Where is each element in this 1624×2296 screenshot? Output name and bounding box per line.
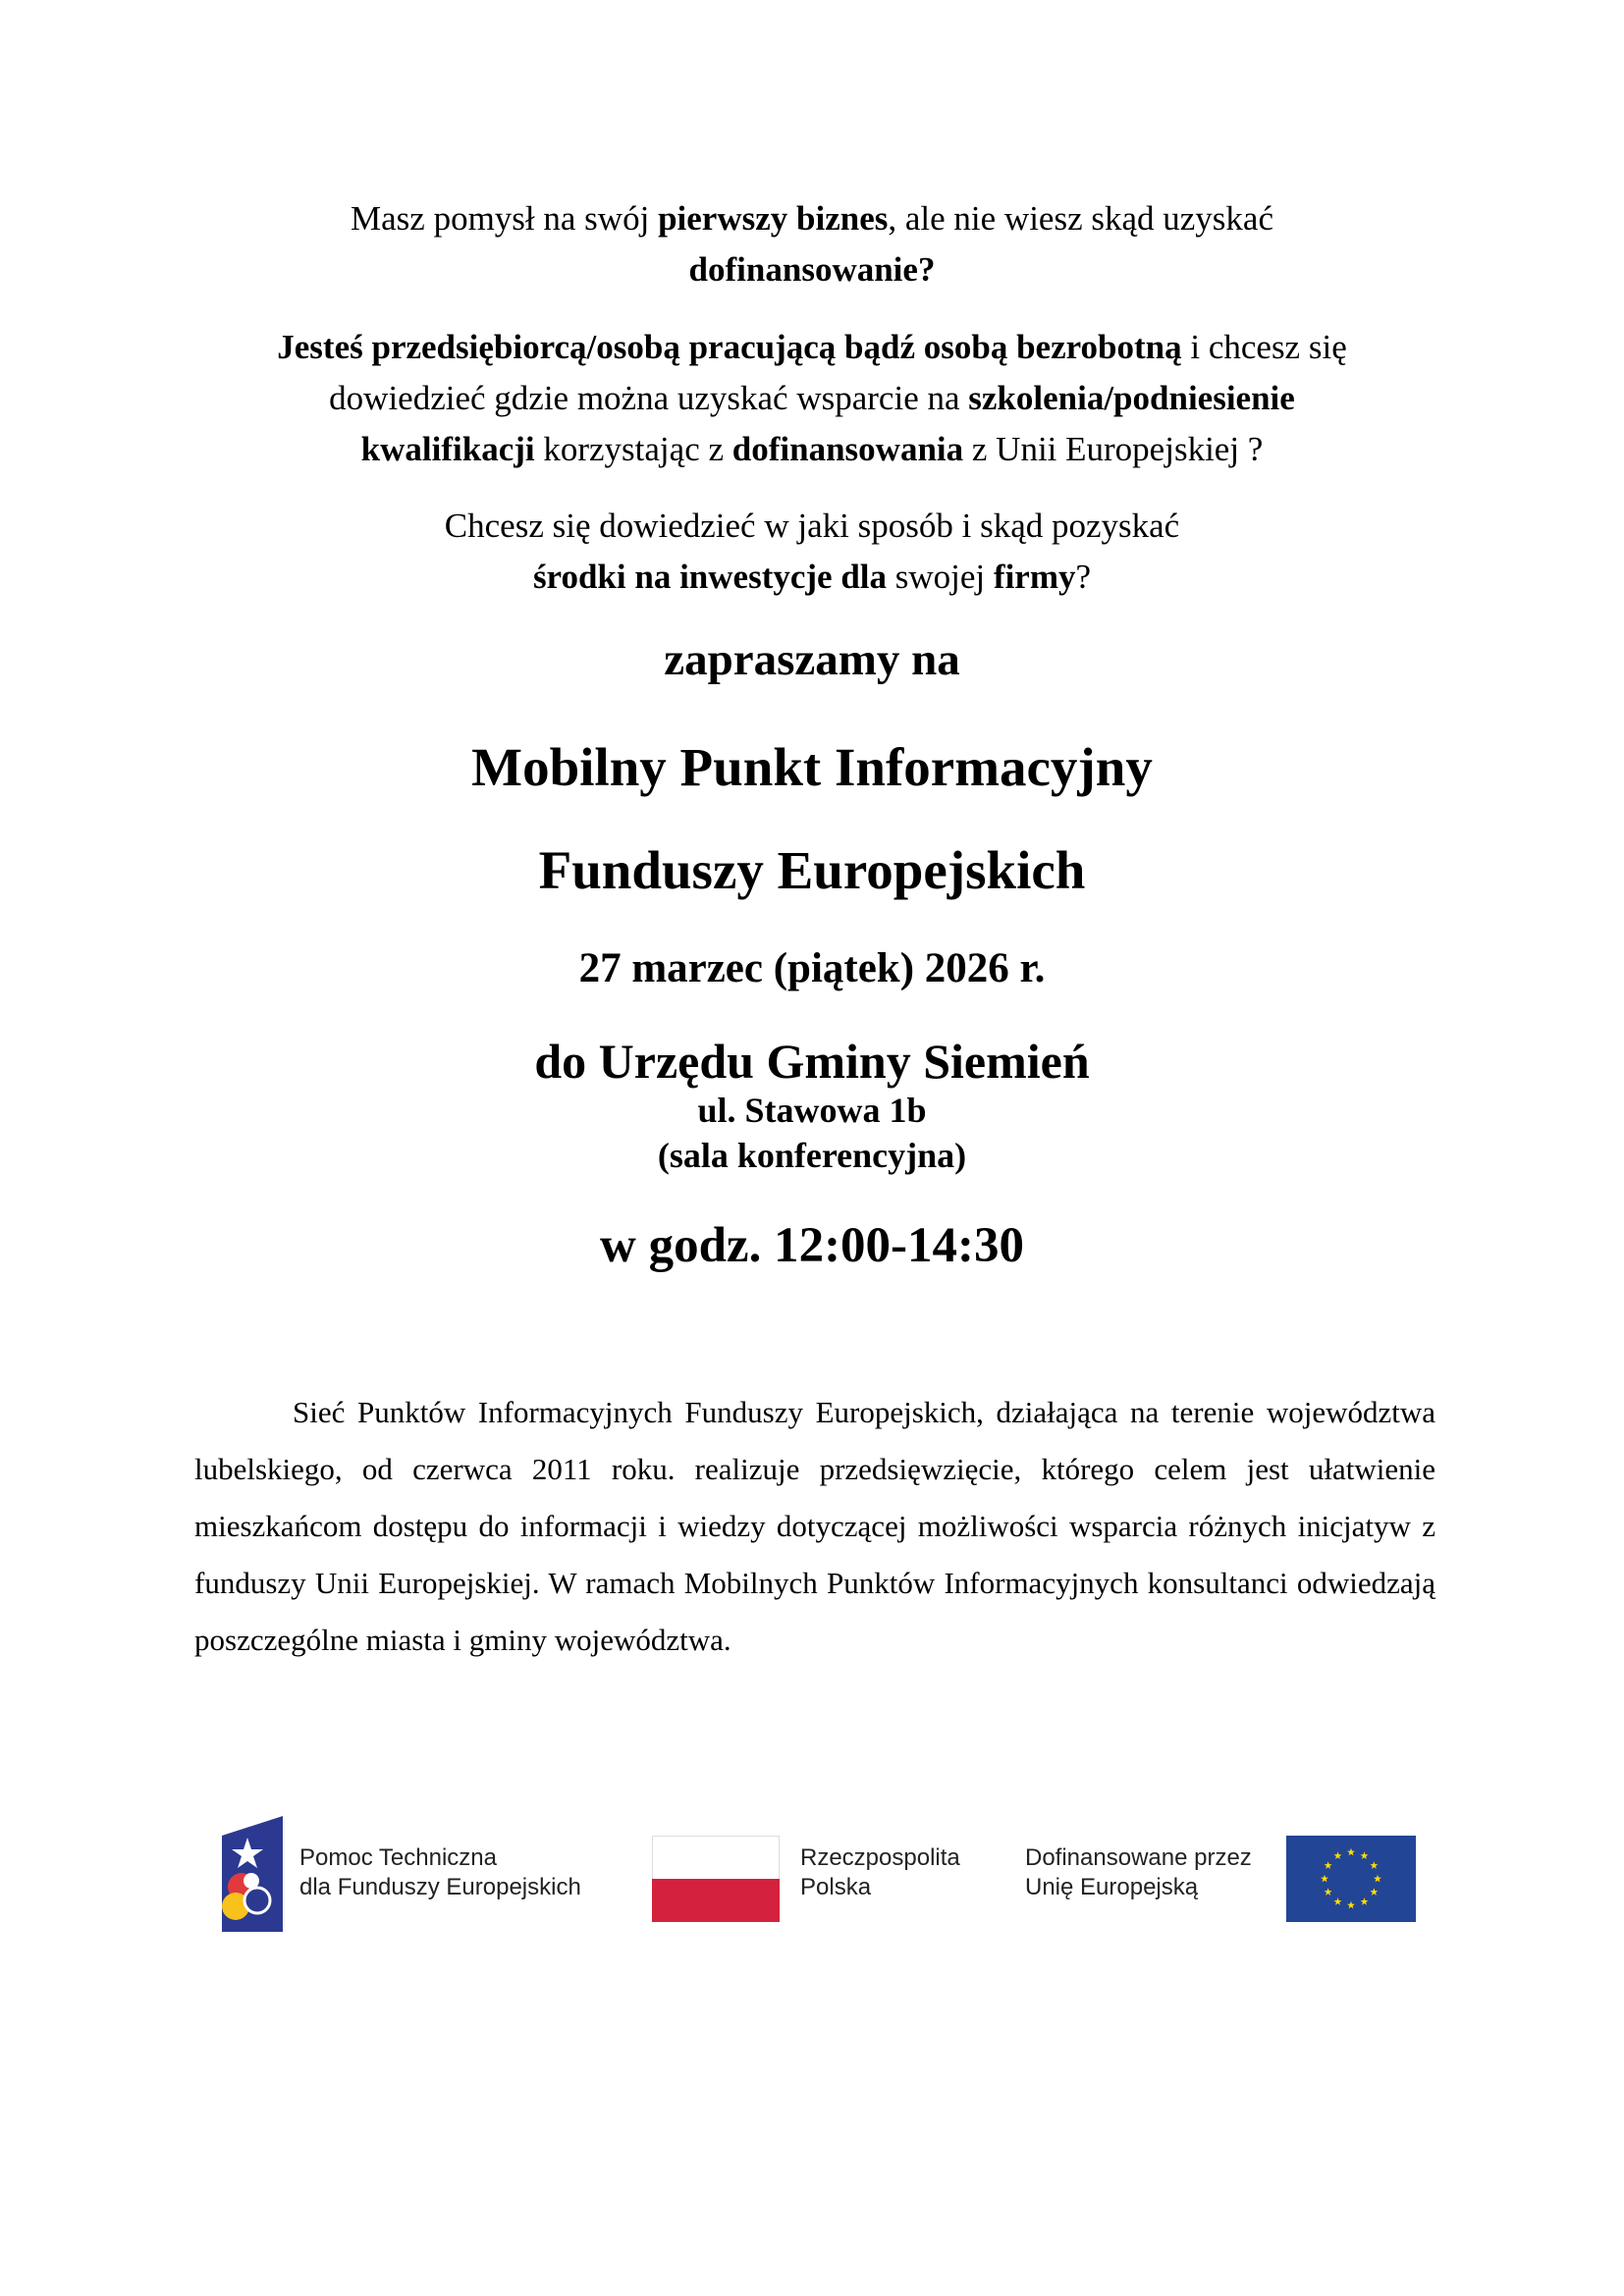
eu-line-1: Dofinansowane przez [1025, 1844, 1252, 1871]
eu-line-2: Unię Europejską [1025, 1874, 1199, 1900]
event-room: (sala konferencyjna) [657, 1136, 967, 1175]
q2-bold-qualifications: kwalifikacji [360, 430, 535, 468]
intro-question-3 [147, 501, 1477, 603]
q1-text-a: Masz pomysł na swój [351, 199, 659, 238]
intro-question-2 [147, 322, 1477, 475]
q2-text-b: i chcesz się [1181, 328, 1347, 366]
fundusze-europejskie-logo [222, 1816, 283, 1932]
rp-line-2: Polska [800, 1874, 872, 1900]
q3-bold-investment: środki na inwestycje dla [532, 558, 888, 596]
polish-flag-icon [652, 1836, 780, 1922]
eu-flag-icon [1286, 1836, 1416, 1922]
q1-bold-first-business: pierwszy biznes [658, 199, 889, 238]
q2-text-f: korzystając z [534, 430, 732, 468]
event-place: do Urzędu Gminy Siemień [534, 1034, 1090, 1089]
q3-text-a: Chcesz się dowiedzieć w jaki sposób i skąd pozyskać [444, 507, 1180, 545]
q1-text-c: , ale nie wiesz skąd uzyskać [888, 199, 1273, 238]
q2-bold-training: szkolenia/podniesienie [968, 379, 1295, 417]
invite-heading: zapraszamy na [664, 634, 960, 685]
q3-text-c: swojej [887, 558, 994, 596]
q2-text-c: dowiedzieć gdzie można uzyskać wsparcie na [329, 379, 969, 417]
event-street: ul. Stawowa 1b [697, 1091, 927, 1130]
description-paragraph: Sieć Punktów Informacyjnych Funduszy Europejskich, działająca na terenie województwa lubelskiego, od czerwca 2011 roku. realizuje przedsięwzięcie, którego celem jest ułatwienie mieszkańcom dostępu do informacji i wiedzy dotyczącej możliwości wsparcia różnych inicjatyw z funduszy Unii Europejskiej. W ramach Mobilnych Punktów Informacyjnych konsultanci odwiedzają poszczególne miasta i gminy województwa. [194, 1395, 1435, 1657]
fe-line-1: Pomoc Techniczna [299, 1844, 497, 1871]
q3-text-e: ? [1075, 558, 1092, 596]
q2-bold-funding: dofinansowania [731, 430, 964, 468]
q2-bold-audience: Jesteś przedsiębiorcą/osobą pracującą bądź osobą bezrobotną [277, 328, 1182, 366]
q3-bold-company: firmy [993, 558, 1076, 596]
fe-logo-text [299, 1843, 581, 1902]
eu-flag-logo [1286, 1836, 1416, 1922]
event-title-line-1: Mobilny Punkt Informacyjny [471, 737, 1153, 797]
fe-star-icon [222, 1816, 283, 1932]
q1-bold-funding: dofinansowanie? [688, 250, 936, 289]
logo-bar [0, 1816, 1624, 1934]
rp-line-1: Rzeczpospolita [800, 1844, 960, 1871]
eu-logo-text [1025, 1843, 1252, 1902]
polish-flag-logo [652, 1836, 780, 1922]
fe-line-2: dla Funduszy Europejskich [299, 1874, 581, 1900]
intro-question-1 [147, 193, 1477, 295]
event-date: 27 marzec (piątek) 2026 r. [578, 945, 1046, 991]
rp-logo-text [800, 1843, 960, 1902]
event-title-line-2: Funduszy Europejskich [538, 840, 1086, 900]
event-hours: w godz. 12:00-14:30 [599, 1218, 1025, 1273]
q2-text-h: z Unii Europejskiej ? [963, 430, 1264, 468]
